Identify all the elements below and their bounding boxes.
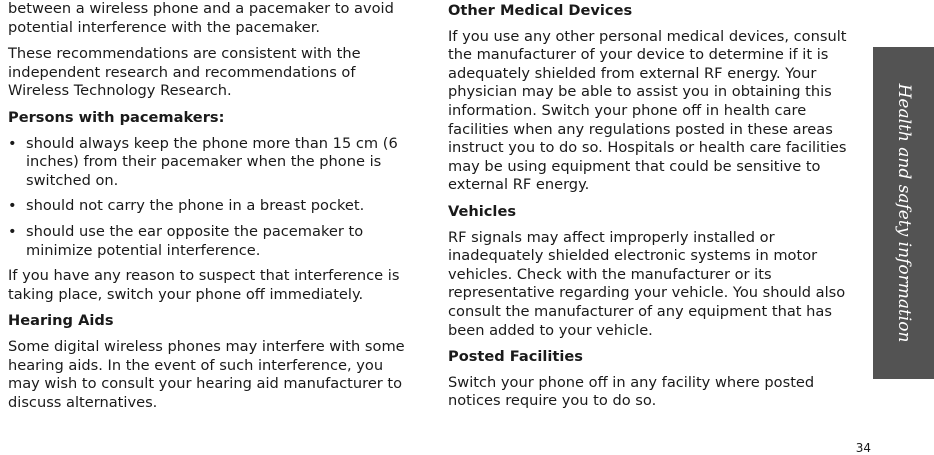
pacemakers-heading: Persons with pacemakers: [8, 108, 225, 126]
bullet-text: should use the ear opposite the pacemaker to minimize potential interference. [26, 222, 364, 259]
section-side-tab [873, 47, 934, 379]
hearing-aids-heading: Hearing Aids [8, 312, 114, 330]
bullet-text: should always keep the phone more than 15 cm (6 inches) from their pacemaker when the phone is switched on. [26, 134, 398, 189]
left-column [8, 0, 408, 420]
page-number: 34 [855, 441, 871, 455]
bullet-icon: • [8, 222, 17, 240]
right-column [448, 0, 856, 419]
list-item [8, 197, 408, 216]
posted-facilities-heading: Posted Facilities [448, 348, 583, 366]
posted-facilities-paragraph: Switch your phone off in any facility where posted notices require you to do so. [448, 373, 815, 410]
section-side-tab-label: Health and safety information [893, 83, 914, 343]
other-devices-heading: Other Medical Devices [448, 2, 633, 19]
other-devices-paragraph: If you use any other personal medical devices, consult the manufacturer of your device to determine if it is adequately shielded from external RF energy. Your physician may be able to assist you in obtaining this information. Switch your phone off in health care facilities when any regulations posted in these areas instruct you to do so. Hospitals or health care facilities may be using equipment that could be sensitive to external RF energy. [448, 27, 847, 194]
list-item [8, 223, 408, 260]
bullet-icon: • [8, 197, 17, 215]
consistency-note-paragraph: These recommendations are consistent with the independent research and recommendations of Wireless Technology Research. [8, 45, 361, 100]
vehicles-heading: Vehicles [448, 202, 517, 220]
interference-advice-paragraph: If you have any reason to suspect that interference is taking place, switch your phone off immediately. [8, 267, 400, 303]
list-item [8, 135, 408, 191]
bullet-icon: • [8, 134, 17, 152]
bullet-text: should not carry the phone in a breast pocket. [26, 197, 365, 215]
intro-continued-paragraph: between a wireless phone and a pacemaker to avoid potential interference with the pacemaker. [8, 0, 394, 36]
vehicles-paragraph: RF signals may affect improperly installed or inadequately shielded electronic systems in motor vehicles. Check with the manufacturer or its representative regarding your vehicle. You should also consult the manufacturer of any equipment that has been added to your vehicle. [448, 228, 846, 339]
pacemaker-bullet-list [8, 135, 408, 261]
hearing-aids-paragraph: Some digital wireless phones may interfere with some hearing aids. In the event of such interference, you may wish to consult your hearing aid manufacturer to discuss alternatives. [8, 337, 405, 411]
